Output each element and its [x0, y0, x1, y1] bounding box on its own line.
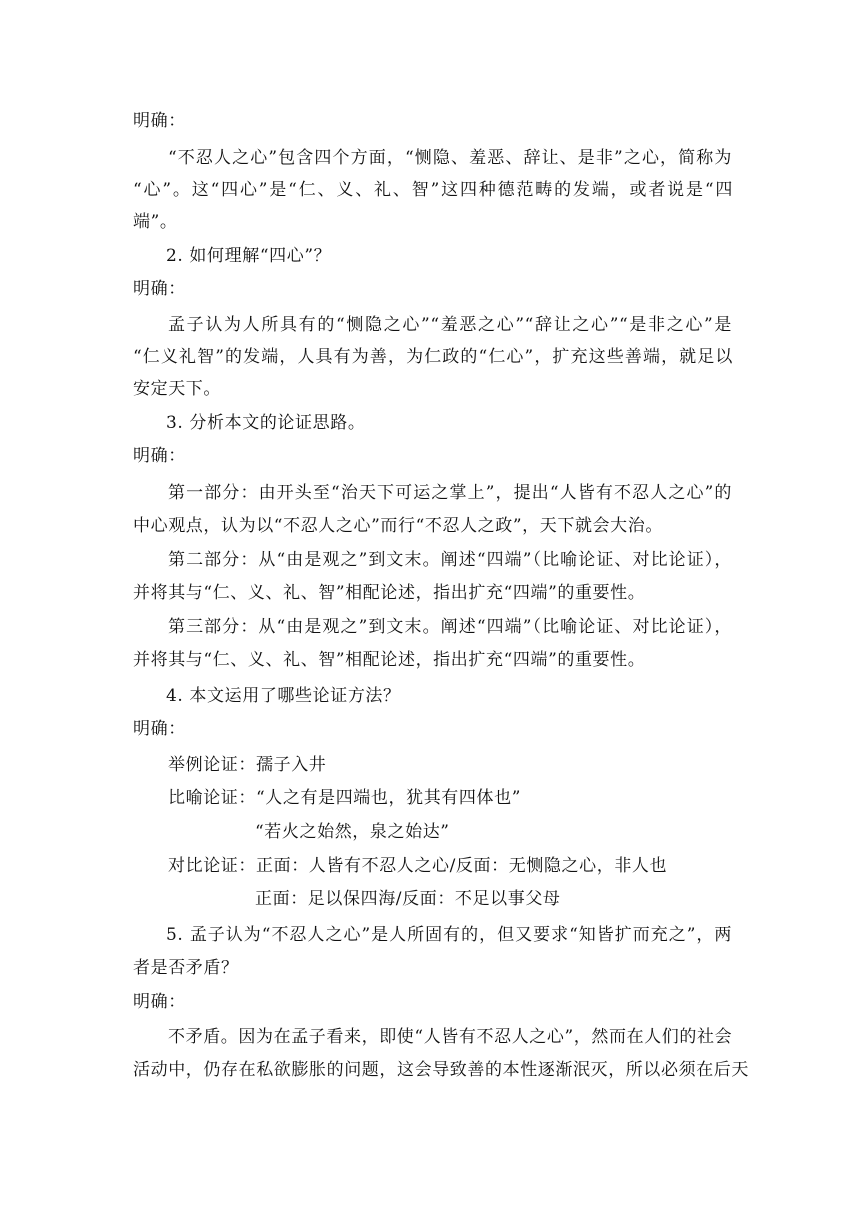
method-line: 举例论证：孺子入井 [168, 755, 327, 775]
paragraph-line: 中心观点，认为以“不忍人之心”而行“不忍人之政”，天下就会大治。 [133, 516, 663, 536]
paragraph-line: 活动中，仍存在私欲膨胀的问题，这会导致善的本性逐渐泯灭，所以必须在后天 [133, 1060, 749, 1080]
paragraph-line: “仁义礼智”的发端，人具有为善，为仁政的“仁心”，扩充这些善端，就足以 [133, 347, 733, 367]
method-line: 对比论证：正面：人皆有不忍人之心/反面：无恻隐之心，非人也 [168, 856, 668, 876]
label-mingque: 明确： [133, 446, 186, 466]
method-line: 正面：足以保四海/反面：不足以事父母 [255, 889, 561, 909]
question-heading: 3. 分析本文的论证思路。 [166, 413, 366, 433]
label-mingque: 明确： [133, 111, 186, 131]
paragraph-line: 第一部分：由开头至“治天下可运之掌上”，提出“人皆有不忍人之心”的 [168, 483, 732, 503]
question-heading: 2. 如何理解“四心”？ [166, 246, 332, 266]
paragraph-line: 者是否矛盾？ [133, 958, 239, 978]
paragraph-line: “心”。这“四心”是“仁、义、礼、智”这四种德范畴的发端，或者说是“四 [133, 180, 733, 200]
paragraph-line: 端”。 [133, 212, 178, 232]
question-heading: 4. 本文运用了哪些论证方法？ [166, 686, 401, 706]
paragraph-line: “不忍人之心”包含四个方面，“恻隐、羞恶、辞让、是非”之心，简称为 [168, 148, 732, 168]
label-mingque: 明确： [133, 279, 186, 299]
question-heading: 5. 孟子认为“不忍人之心”是人所固有的，但又要求“知皆扩而充之”，两 [166, 925, 732, 945]
paragraph-line: 安定天下。 [133, 379, 221, 399]
method-line: 比喻论证：“人之有是四端也，犹其有四体也” [168, 788, 521, 808]
paragraph-line: 孟子认为人所具有的“恻隐之心”“羞恶之心”“辞让之心”“是非之心”是 [168, 315, 732, 335]
label-mingque: 明确： [133, 992, 186, 1012]
paragraph-line: 第三部分：从“由是观之”到文末。阐述“四端”（比喻论证、对比论证）， [168, 617, 732, 637]
paragraph-line: 并将其与“仁、义、礼、智”相配论述，指出扩充“四端”的重要性。 [133, 583, 646, 603]
label-mingque: 明确： [133, 719, 186, 739]
paragraph-line: 不矛盾。因为在孟子看来，即使“人皆有不忍人之心”，然而在人们的社会 [168, 1027, 733, 1047]
paragraph-line: 并将其与“仁、义、礼、智”相配论述，指出扩充“四端”的重要性。 [133, 650, 646, 670]
paragraph-line: 第二部分：从“由是观之”到文末。阐述“四端”（比喻论证、对比论证）， [168, 550, 732, 570]
method-line: “若火之始然，泉之始达” [255, 822, 450, 842]
